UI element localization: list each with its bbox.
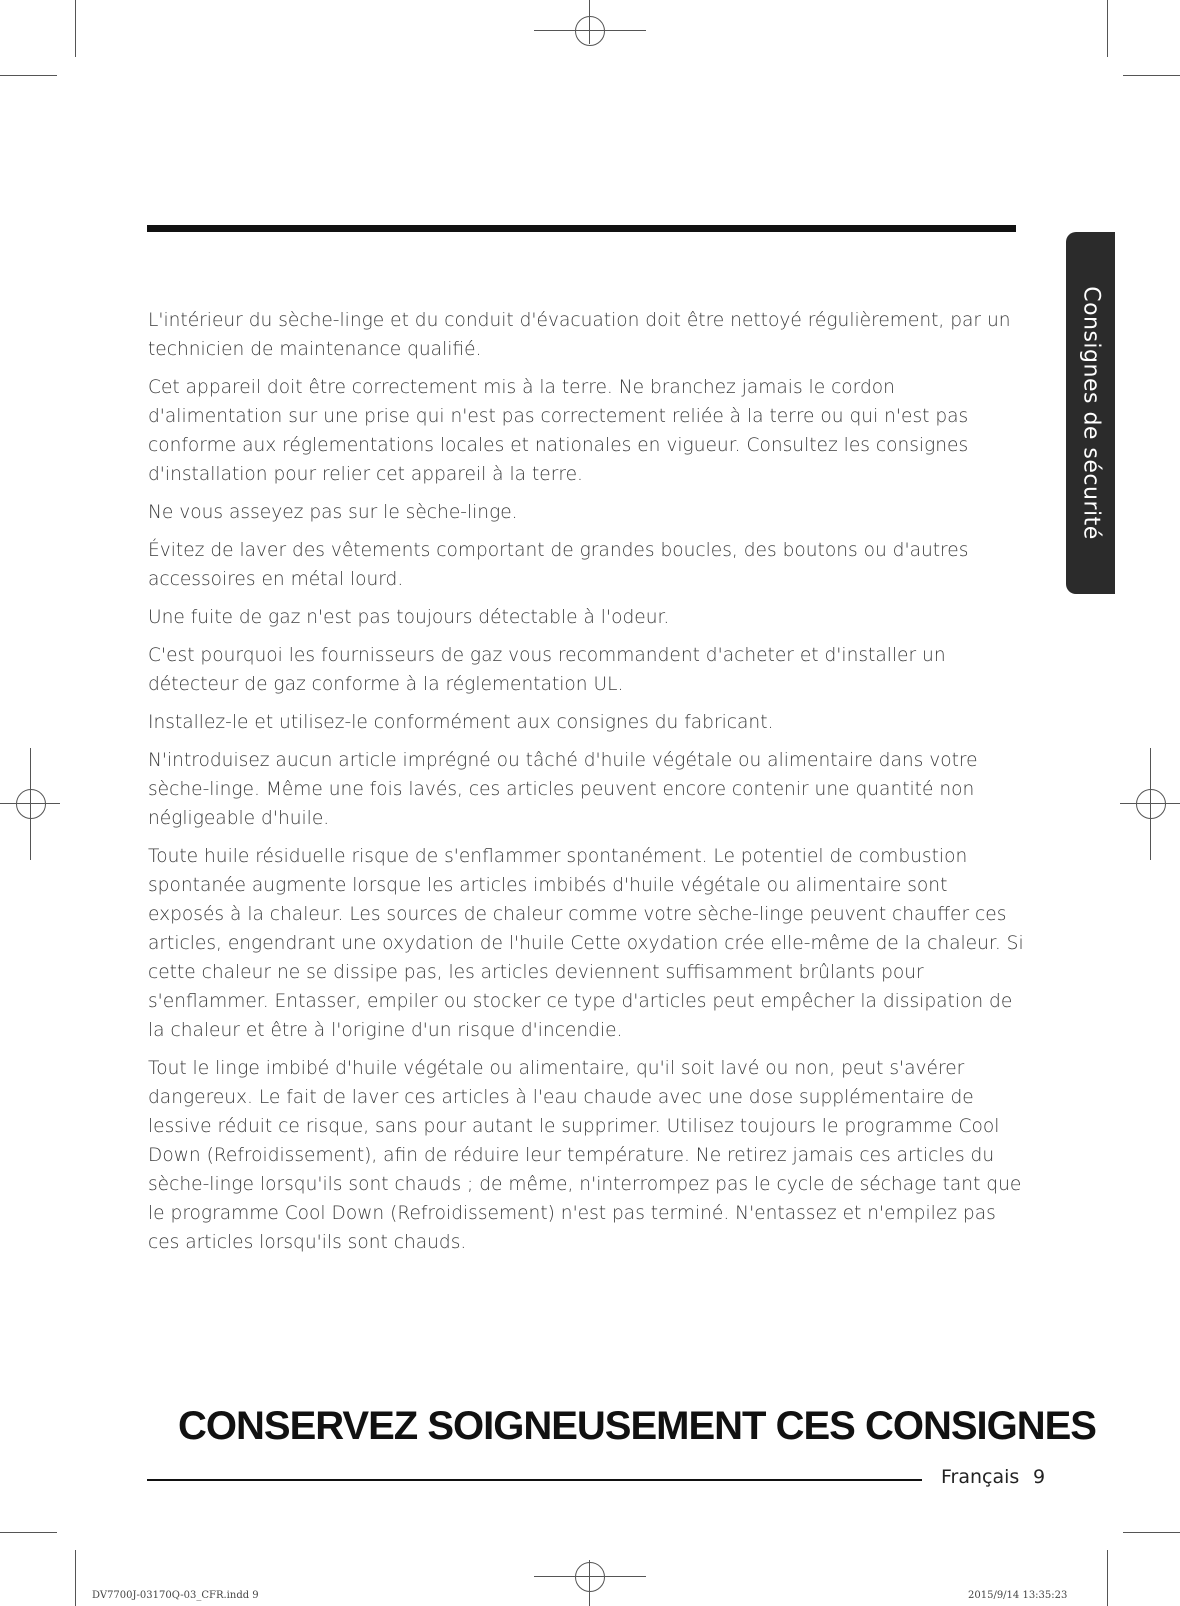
crop-mark [1107,1550,1108,1606]
crop-mark [75,0,76,57]
crop-mark [1123,1532,1180,1533]
footer-rule [147,1479,922,1481]
print-slug-file: DV7700J-03170Q-03_CFR.indd 9 [92,1590,259,1601]
crop-mark [1107,0,1108,57]
paragraph: Installez-le et utilisez-le conformément aux consignes du fabricant. [148,712,774,733]
crop-mark [0,75,57,76]
registration-mark [16,789,46,819]
paragraph: Ne vous asseyez pas sur le sèche-linge. [148,502,518,523]
safety-text [148,306,1028,1266]
paragraph: C'est pourquoi les fournisseurs de gaz vous recommandent d'acheter et d'installer un détecteur de gaz conforme à la réglementation UL. [148,645,946,695]
footer-language: Français [941,1466,1020,1488]
registration-mark [575,1562,605,1592]
header-rule [147,225,1016,232]
section-tab-label: Consignes de sécurité [1078,286,1104,540]
paragraph: L'intérieur du sèche-linge et du conduit d'évacuation doit être nettoyé régulièrement, par un technicien de maintenance qualifié. [148,310,1011,360]
paragraph: Cet appareil doit être correctement mis à la terre. Ne branchez jamais le cordon d'alimentation sur une prise qui n'est pas correctement reliée à la terre ou qui n'est pas conforme aux réglementations locales et nationales en vigueur. Consultez les consignes d'installation pour relier cet appareil à la terre. [148,377,969,485]
paragraph: N'introduisez aucun article imprégné ou tâché d'huile végétale ou alimentaire dans votre sèche-linge. Même une fois lavés, ces articles peuvent encore contenir une quantité non négligeable d'huile. [148,750,978,829]
paragraph: Une fuite de gaz n'est pas toujours détectable à l'odeur. [148,607,670,628]
crop-mark [1123,75,1180,76]
registration-mark [1136,789,1166,819]
crop-mark [0,1532,57,1533]
registration-mark [575,16,605,46]
paragraph: Évitez de laver des vêtements comportant de grandes boucles, des boutons ou d'autres accessoires en métal lourd. [148,540,969,590]
crop-mark [75,1550,76,1606]
print-slug-date: 2015/9/14 13:35:23 [968,1590,1068,1601]
paragraph: Tout le linge imbibé d'huile végétale ou alimentaire, qu'il soit lavé ou non, peut s'avérer dangereux. Le fait de laver ces articles à l'eau chaude avec une dose supplémentaire de lessive réduit ce risque, sans pour autant le supprimer. Utilisez toujours le programme Cool Down (Refroidissement), afin de réduire leur température. Ne retirez jamais ces articles du sèche-linge lorsqu'ils sont chauds ; de même, n'interrompez pas le cycle de séchage tant que le programme Cool Down (Refroidissement) n'est pas terminé. N'entassez et n'empilez pas ces articles lorsqu'ils sont chauds. [148,1058,1022,1253]
page-number: 9 [1033,1466,1046,1488]
closing-heading: CONSERVEZ SOIGNEUSEMENT CES CONSIGNES [178,1404,1096,1448]
paragraph: Toute huile résiduelle risque de s'enflammer spontanément. Le potentiel de combustion spontanée augmente lorsque les articles imbibés d'huile végétale ou alimentaire sont exposés à la chaleur. Les sources de chaleur comme votre sèche-linge peuvent chauffer ces articles, engendrant une oxydation de l'huile Cette oxydation crée elle-même de la chaleur. Si cette chaleur ne se dissipe pas, les articles deviennent suffisamment brûlants pour s'enflammer. Entasser, empiler ou stocker ce type d'articles peut empêcher la dissipation de la chaleur et être à l'origine d'un risque d'incendie. [148,846,1024,1041]
